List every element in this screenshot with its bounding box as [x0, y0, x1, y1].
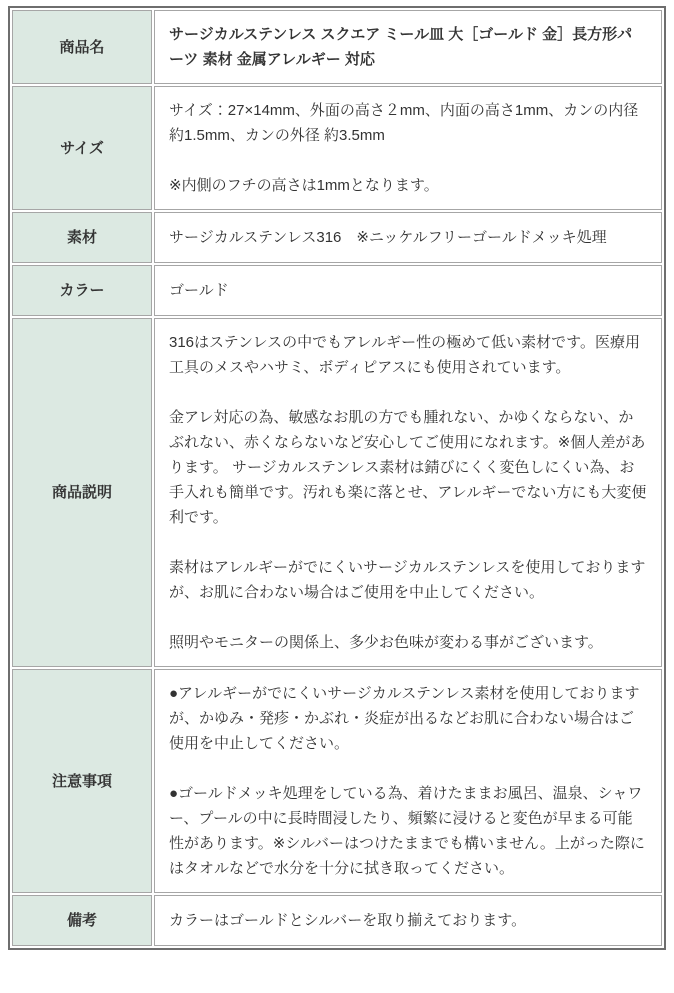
table-row [12, 10, 662, 84]
row-content [154, 265, 662, 316]
paragraph: 金アレ対応の為、敏感なお肌の方でも腫れない、かゆくならない、かぶれない、赤くならないなど安心してご使用になれます。※個人差があります。 サージカルステンレス素材は錆びにくく変色しにくい為、お手入れも簡単です。汚れも楽に落とせ、アレルギーでない方にも大変便利です。 [169, 409, 647, 526]
row-label: カラー [12, 265, 152, 316]
row-content [154, 318, 662, 667]
paragraph: 316はステンレスの中でもアレルギー性の極めて低い素材です。医療用工具のメスやハサミ、ボディピアスにも使用されています。 [169, 334, 640, 376]
paragraph: ゴールド [169, 282, 229, 299]
row-content [154, 895, 662, 946]
table-row [12, 895, 662, 946]
product-spec-table-body [12, 10, 662, 946]
row-label: 商品説明 [12, 318, 152, 667]
table-row [12, 212, 662, 263]
row-label: 素材 [12, 212, 152, 263]
paragraph: 照明やモニターの関係上、多少お色味が変わる事がございます。 [169, 634, 603, 651]
table-row [12, 318, 662, 667]
paragraph: サイズ：27×14mm、外面の高さ２mm、内面の高さ1mm、カンの内径 約1.5mm、カンの外径 約3.5mm [169, 102, 639, 144]
paragraph: ※内側のフチの高さは1mmとなります。 [169, 177, 439, 194]
row-label: 備考 [12, 895, 152, 946]
paragraph: サージカルステンレス316 ※ニッケルフリーゴールドメッキ処理 [169, 229, 607, 246]
product-spec-table [8, 6, 666, 950]
paragraph: カラーはゴールドとシルバーを取り揃えております。 [169, 912, 527, 929]
row-content [154, 86, 662, 210]
row-label: サイズ [12, 86, 152, 210]
paragraph: サージカルステンレス スクエア ミール皿 大［ゴールド 金］長方形パーツ 素材 金属アレルギー 対応 [169, 26, 633, 68]
paragraph: ●アレルギーがでにくいサージカルステンレス素材を使用しておりますが、かゆみ・発疹・かぶれ・炎症が出るなどお肌に合わない場合はご使用を中止してください。 [169, 685, 640, 752]
row-content [154, 669, 662, 893]
row-label: 注意事項 [12, 669, 152, 893]
row-label: 商品名 [12, 10, 152, 84]
paragraph: ●ゴールドメッキ処理をしている為、着けたままお風呂、温泉、シャワー、プールの中に長時間浸したり、頻繁に浸けると変色が早まる可能性があります。※シルバーはつけたままでも構いません。上がった際にはタオルなどで水分を十分に拭き取ってください。 [169, 785, 645, 877]
table-row [12, 86, 662, 210]
table-row [12, 669, 662, 893]
paragraph: 素材はアレルギーがでにくいサージカルステンレスを使用しておりますが、お肌に合わない場合はご使用を中止してください。 [169, 559, 646, 601]
table-row [12, 265, 662, 316]
row-content [154, 212, 662, 263]
row-content [154, 10, 662, 84]
